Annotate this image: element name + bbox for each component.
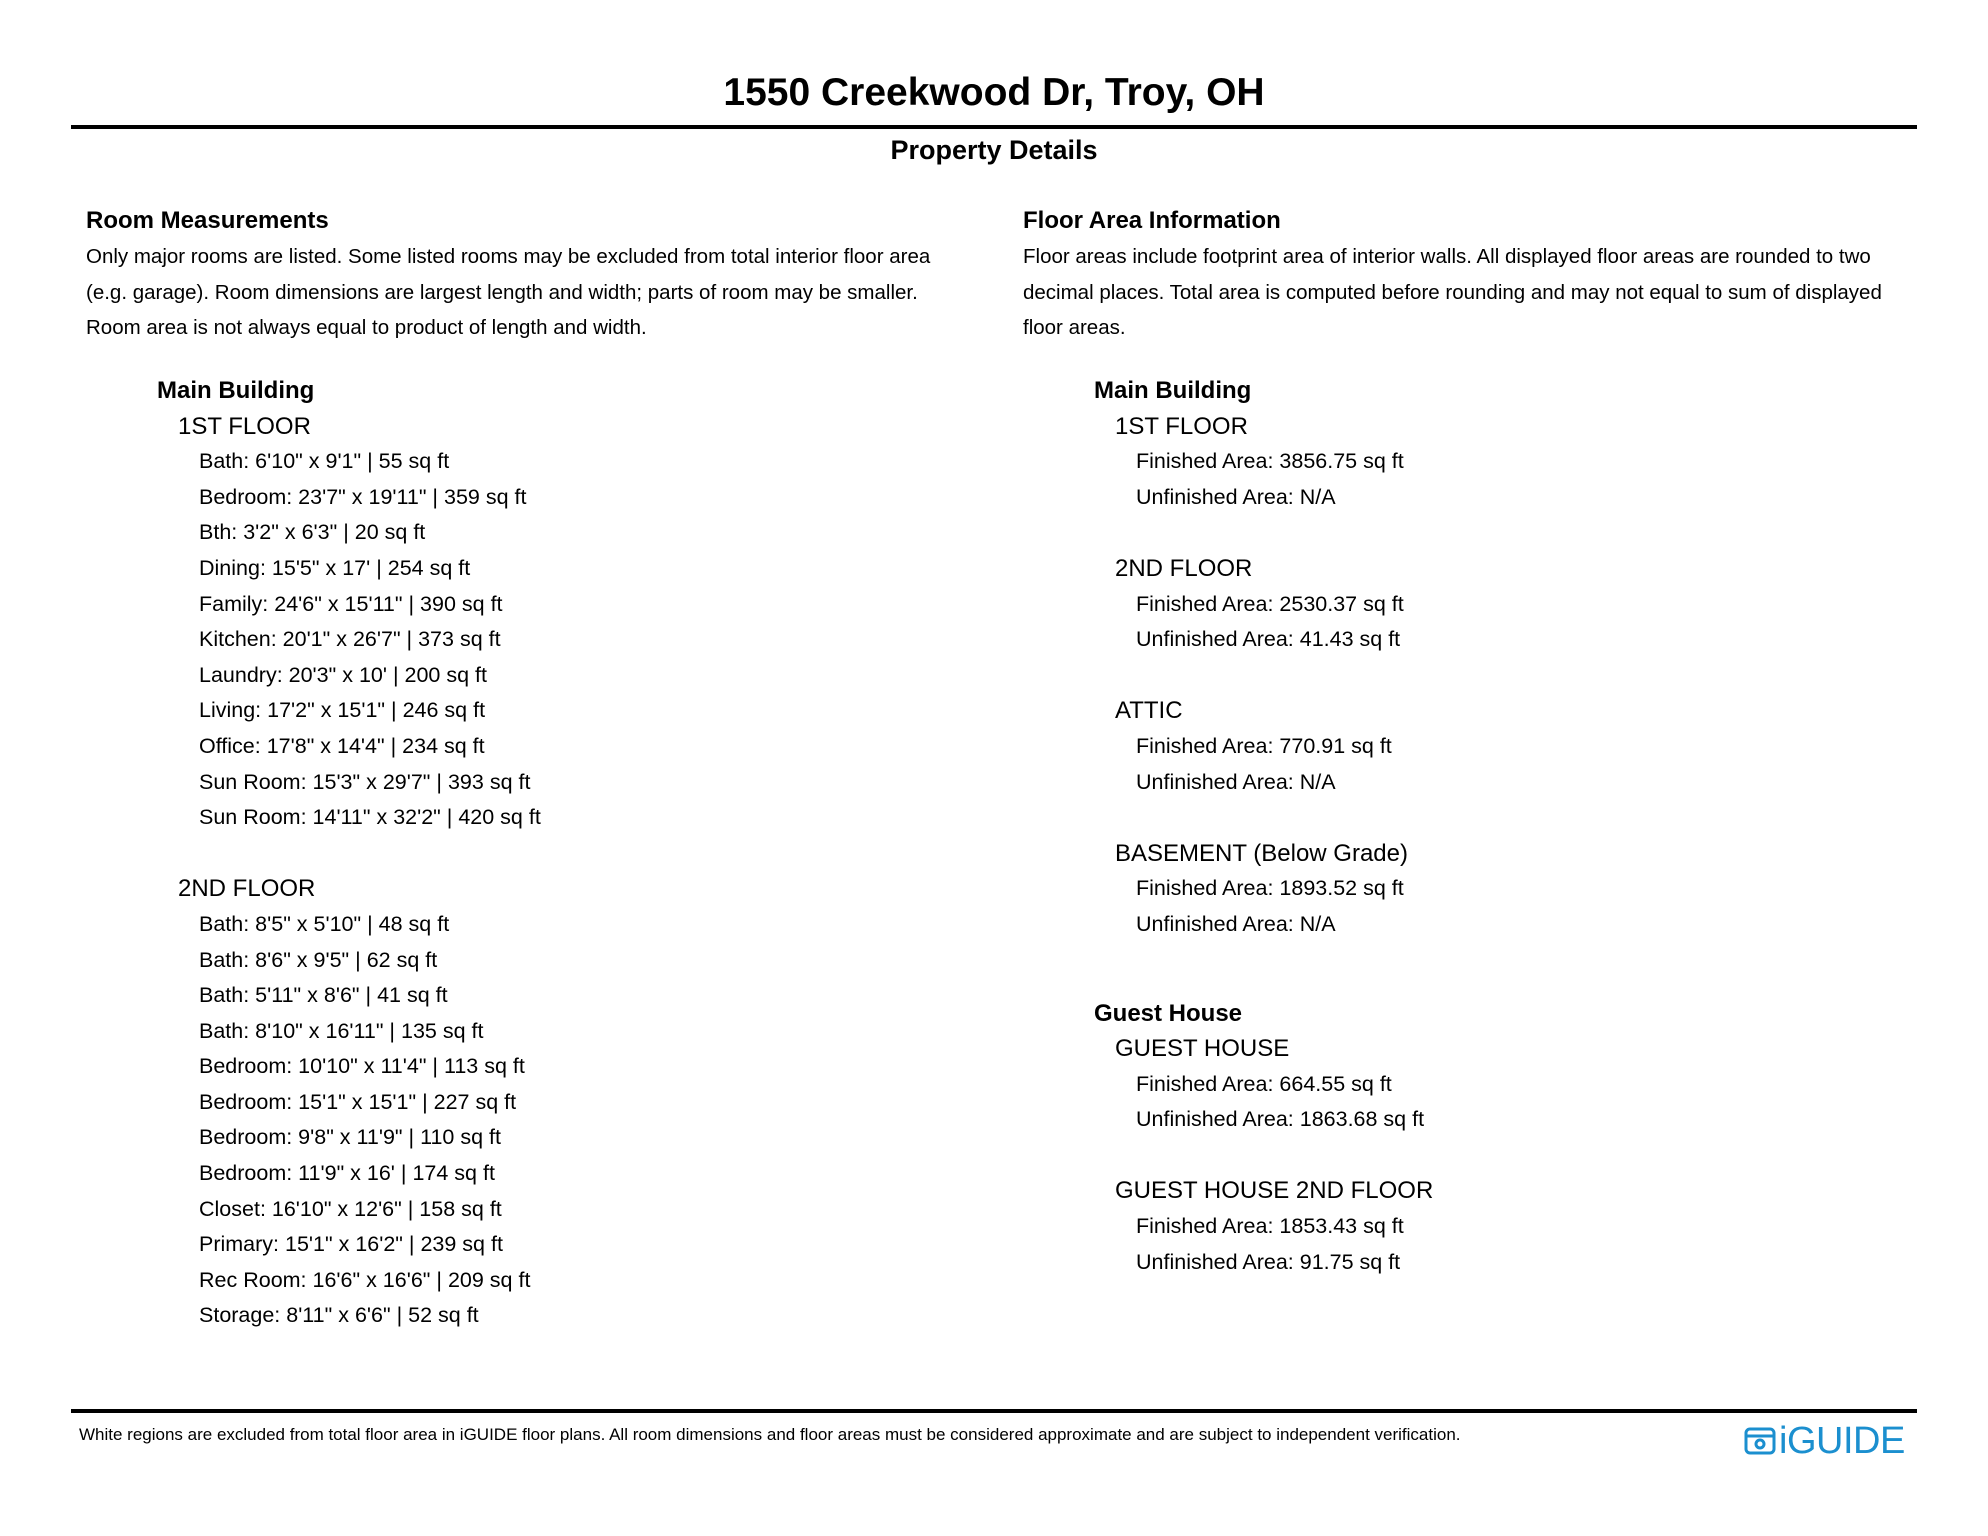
unfinished-area: Unfinished Area: N/A [1136,769,1336,794]
room-item: Bath: 8'5" x 5'10" | 48 sq ft [199,911,450,936]
floor-area-heading: Floor Area Information [1023,207,1281,234]
finished-area: Finished Area: 1893.52 sq ft [1136,876,1404,901]
area-group-attic [1115,693,1923,800]
floor-name: BASEMENT (Below Grade) [1115,839,1408,867]
room-item: Dining: 15'5" x 17' | 254 sq ft [199,555,471,580]
iguide-camera-icon [1744,1425,1776,1457]
area-list [1115,729,1923,800]
area-list [1115,1209,1923,1280]
finished-area: Finished Area: 1853.43 sq ft [1136,1214,1404,1239]
title-divider [71,125,1917,129]
room-list [178,907,986,1334]
area-list [1115,871,1923,942]
unfinished-area: Unfinished Area: 41.43 sq ft [1136,627,1401,652]
description-line: (e.g. garage). Room dimensions are largest length and width; parts of room may be smaller. [86,280,918,304]
room-item: Primary: 15'1" x 16'2" | 239 sq ft [199,1232,503,1257]
logo-text: iGUIDE [1779,1420,1905,1462]
description-line: Only major rooms are listed. Some listed rooms may be excluded from total interior floor area [86,245,931,268]
room-item: Sun Room: 14'11" x 32'2" | 420 sq ft [199,805,541,830]
room-item: Bath: 6'10" x 9'1" | 55 sq ft [199,449,450,474]
area-group-guest-house-2nd-floor [1115,1173,1923,1280]
footer-divider [71,1409,1917,1413]
room-item: Kitchen: 20'1" x 26'7" | 373 sq ft [199,627,501,652]
unfinished-area: Unfinished Area: 91.75 sq ft [1136,1249,1401,1274]
footer-disclaimer: White regions are excluded from total floor area in iGUIDE floor plans. All room dimensions and floor areas must be considered approximate and are subject to independent verification. [79,1425,1461,1444]
room-item: Bath: 5'11" x 8'6" | 41 sq ft [199,983,448,1008]
room-item: Bath: 8'6" x 9'5" | 62 sq ft [199,947,438,972]
finished-area: Finished Area: 770.91 sq ft [1136,733,1392,758]
floor-group-2nd [178,871,986,1334]
room-item: Bedroom: 11'9" x 16' | 174 sq ft [199,1161,495,1186]
room-item: Sun Room: 15'3" x 29'7" | 393 sq ft [199,769,531,794]
floor-area-section [1023,203,1923,1280]
unfinished-area: Unfinished Area: N/A [1136,484,1336,509]
finished-area: Finished Area: 2530.37 sq ft [1136,591,1404,616]
unfinished-area: Unfinished Area: 1863.68 sq ft [1136,1107,1425,1132]
building-name: Main Building [1094,377,1252,404]
room-measurements-section [86,203,986,1334]
floor-area-description [1023,239,1923,346]
area-group-basement [1115,836,1923,943]
room-item: Bedroom: 15'1" x 15'1" | 227 sq ft [199,1089,517,1114]
room-item: Bedroom: 10'10" x 11'4" | 113 sq ft [199,1054,525,1079]
page-title: 1550 Creekwood Dr, Troy, OH [723,71,1265,114]
main-building-areas [1094,373,1923,943]
room-measurements-heading: Room Measurements [86,207,329,234]
room-item: Living: 17'2" x 15'1" | 246 sq ft [199,698,486,723]
room-item: Office: 17'8" x 14'4" | 234 sq ft [199,733,485,758]
building-name: Main Building [157,377,315,404]
room-item: Bth: 3'2" x 6'3" | 20 sq ft [199,520,426,545]
description-line: decimal places. Total area is computed before rounding and may not equal to sum of displayed [1023,280,1882,304]
description-line: Floor areas include footprint area of interior walls. All displayed floor areas are rounded to two [1023,245,1871,268]
floor-group-1st [178,409,986,836]
floor-name: 2ND FLOOR [1115,554,1253,582]
unfinished-area: Unfinished Area: N/A [1136,911,1336,936]
room-list [178,444,986,836]
area-group-2nd-floor [1115,551,1923,658]
floor-name: ATTIC [1115,697,1183,725]
description-line: Room area is not always equal to product of length and width. [86,316,647,340]
floor-name: GUEST HOUSE 2ND FLOOR [1115,1177,1434,1205]
room-item: Bedroom: 23'7" x 19'11" | 359 sq ft [199,484,527,509]
floor-name: 1ST FLOOR [1115,412,1248,440]
room-item: Bedroom: 9'8" x 11'9" | 110 sq ft [199,1125,501,1150]
description-line: floor areas. [1023,316,1126,340]
iguide-logo [1744,1421,1905,1461]
area-list [1115,1067,1923,1138]
page-subtitle: Property Details [890,135,1098,165]
room-item: Rec Room: 16'6" x 16'6" | 209 sq ft [199,1267,531,1292]
room-item: Storage: 8'11" x 6'6" | 52 sq ft [199,1303,479,1328]
room-item: Laundry: 20'3" x 10' | 200 sq ft [199,662,487,687]
finished-area: Finished Area: 3856.75 sq ft [1136,449,1404,474]
main-building-rooms [157,373,986,1334]
building-name: Guest House [1094,999,1243,1027]
floor-name: 2ND FLOOR [178,875,316,903]
room-item: Family: 24'6" x 15'11" | 390 sq ft [199,591,503,616]
room-item: Closet: 16'10" x 12'6" | 158 sq ft [199,1196,502,1221]
room-item: Bath: 8'10" x 16'11" | 135 sq ft [199,1018,484,1043]
floor-name: GUEST HOUSE [1115,1035,1290,1063]
area-group-1st-floor [1115,409,1923,516]
area-list [1115,587,1923,658]
guest-house-areas [1094,996,1923,1281]
finished-area: Finished Area: 664.55 sq ft [1136,1071,1392,1096]
floor-name: 1ST FLOOR [178,412,311,440]
area-group-guest-house [1115,1031,1923,1138]
room-measurements-description [86,239,986,346]
area-list [1115,444,1923,515]
